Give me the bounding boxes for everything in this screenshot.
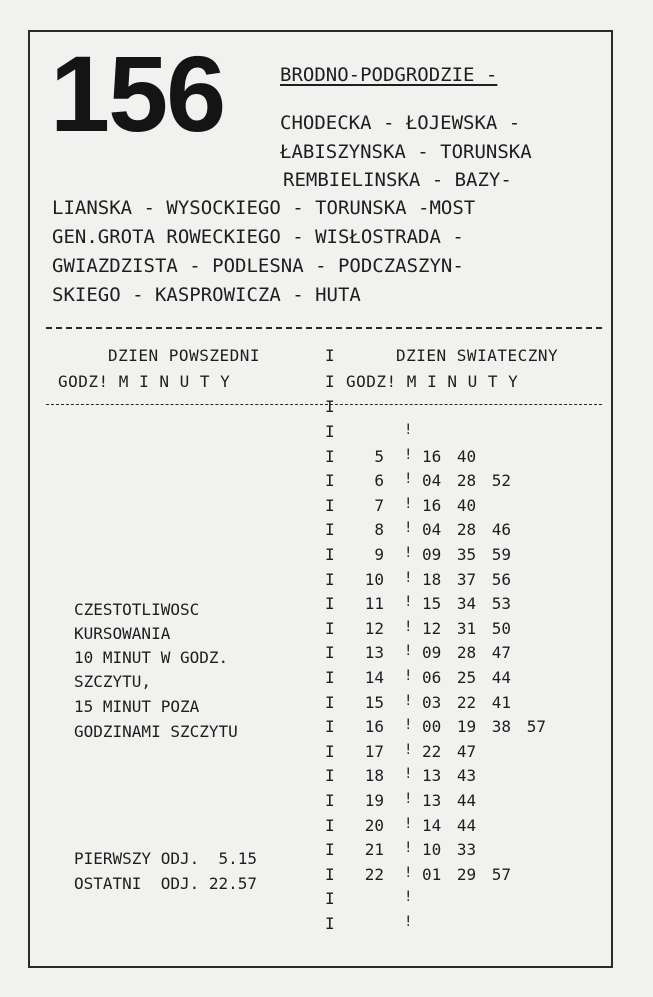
weekday-header: DZIEN POWSZEDNI <box>108 346 260 365</box>
hour-cell: 15 <box>364 693 384 712</box>
minutes-cell: 09 28 47 <box>422 643 512 662</box>
minutes-cell: 01 29 57 <box>422 865 512 884</box>
hour-cell: 8 <box>374 520 384 539</box>
route-line-6: GEN.GROTA ROWECKIEGO - WISŁOSTRADA - <box>52 226 464 248</box>
minutes-cell: 16 40 <box>422 447 477 466</box>
row-excl: ! <box>404 889 413 905</box>
row-excl: ! <box>404 422 413 438</box>
row-excl: ! <box>404 816 413 832</box>
row-bar: I <box>325 545 335 564</box>
minutes-cell: 04 28 52 <box>422 471 512 490</box>
row-excl: ! <box>404 693 413 709</box>
row-bar: I <box>325 889 335 908</box>
hour-cell: 7 <box>374 496 384 515</box>
weekday-column-labels: GODZ! M I N U T Y <box>58 372 231 391</box>
frequency-note-4: SZCZYTU, <box>74 672 152 691</box>
row-excl: ! <box>404 570 413 586</box>
row-bar: I <box>325 693 335 712</box>
route-line-4: REMBIELINSKA - BAZY- <box>283 169 512 191</box>
route-line-1: BRODNO-PODGRODZIE - <box>280 64 498 86</box>
row-bar: I <box>325 865 335 884</box>
row-bar: I <box>325 422 335 441</box>
row-bar: I <box>325 619 335 638</box>
hour-cell: 5 <box>374 447 384 466</box>
minutes-cell: 16 40 <box>422 496 477 515</box>
hour-cell: 20 <box>364 816 384 835</box>
holiday-column-labels: GODZ! M I N U T Y <box>346 372 519 391</box>
route-line-5: LIANSKA - WYSOCKIEGO - TORUNSKA -MOST <box>52 197 476 219</box>
row-bar: I <box>325 766 335 785</box>
row-excl: ! <box>404 447 413 463</box>
row-bar: I <box>325 791 335 810</box>
route-line-8: SKIEGO - KASPROWICZA - HUTA <box>52 284 361 306</box>
row-bar: I <box>325 397 335 416</box>
row-excl: ! <box>404 619 413 635</box>
row-bar: I <box>325 840 335 859</box>
hour-cell: 19 <box>364 791 384 810</box>
minutes-cell: 10 33 <box>422 840 477 859</box>
row-excl: ! <box>404 717 413 733</box>
header-separator-1: I <box>325 346 336 365</box>
hour-cell: 11 <box>364 594 384 613</box>
minutes-cell: 15 34 53 <box>422 594 512 613</box>
frequency-note-2: KURSOWANIA <box>74 624 171 643</box>
route-line-3: ŁABISZYNSKA - TORUNSKA <box>280 141 532 163</box>
row-bar: I <box>325 471 335 490</box>
minutes-cell: 13 44 <box>422 791 477 810</box>
row-bar: I <box>325 643 335 662</box>
row-excl: ! <box>404 496 413 512</box>
row-bar: I <box>325 520 335 539</box>
row-excl: ! <box>404 668 413 684</box>
hour-cell: 21 <box>364 840 384 859</box>
minutes-cell: 18 37 56 <box>422 570 512 589</box>
header-separator-2: I <box>325 372 336 391</box>
row-excl: ! <box>404 643 413 659</box>
separator-line <box>46 327 602 329</box>
row-excl: ! <box>404 766 413 782</box>
frequency-note-3: 10 MINUT W GODZ. <box>74 648 229 667</box>
last-departure: OSTATNI ODJ. 22.57 <box>74 874 258 893</box>
row-excl: ! <box>404 520 413 536</box>
line-number: 156 <box>50 33 225 154</box>
row-bar: I <box>325 570 335 589</box>
row-excl: ! <box>404 914 413 930</box>
hour-cell: 13 <box>364 643 384 662</box>
row-bar: I <box>325 816 335 835</box>
row-excl: ! <box>404 545 413 561</box>
hour-cell: 6 <box>374 471 384 490</box>
minutes-cell: 12 31 50 <box>422 619 512 638</box>
holiday-header: DZIEN SWIATECZNY <box>396 346 559 365</box>
row-bar: I <box>325 447 335 466</box>
minutes-cell: 14 44 <box>422 816 477 835</box>
header-separator-line <box>46 404 602 405</box>
row-bar: I <box>325 496 335 515</box>
hour-cell: 16 <box>364 717 384 736</box>
hour-cell: 14 <box>364 668 384 687</box>
minutes-cell: 06 25 44 <box>422 668 512 687</box>
row-excl: ! <box>404 840 413 856</box>
row-bar: I <box>325 914 335 933</box>
first-departure: PIERWSZY ODJ. 5.15 <box>74 849 258 868</box>
row-bar: I <box>325 717 335 736</box>
hour-cell: 9 <box>374 545 384 564</box>
hour-cell: 10 <box>364 570 384 589</box>
minutes-cell: 22 47 <box>422 742 477 761</box>
hour-cell: 18 <box>364 766 384 785</box>
frequency-note-1: CZESTOTLIWOSC <box>74 600 200 619</box>
minutes-cell: 03 22 41 <box>422 693 512 712</box>
hour-cell: 12 <box>364 619 384 638</box>
minutes-cell: 13 43 <box>422 766 477 785</box>
row-excl: ! <box>404 865 413 881</box>
route-line-2: CHODECKA - ŁOJEWSKA - <box>280 112 521 134</box>
minutes-cell: 00 19 38 57 <box>422 717 546 736</box>
minutes-cell: 04 28 46 <box>422 520 512 539</box>
row-bar: I <box>325 742 335 761</box>
row-excl: ! <box>404 791 413 807</box>
route-line-7: GWIAZDZISTA - PODLESNA - PODCZASZYN- <box>52 255 464 277</box>
frequency-note-5: 15 MINUT POZA <box>74 697 200 716</box>
row-excl: ! <box>404 471 413 487</box>
hour-cell: 17 <box>364 742 384 761</box>
row-excl: ! <box>404 594 413 610</box>
hour-cell: 22 <box>364 865 384 884</box>
row-bar: I <box>325 594 335 613</box>
row-bar: I <box>325 668 335 687</box>
frequency-note-6: GODZINAMI SZCZYTU <box>74 722 238 741</box>
minutes-cell: 09 35 59 <box>422 545 512 564</box>
row-excl: ! <box>404 742 413 758</box>
